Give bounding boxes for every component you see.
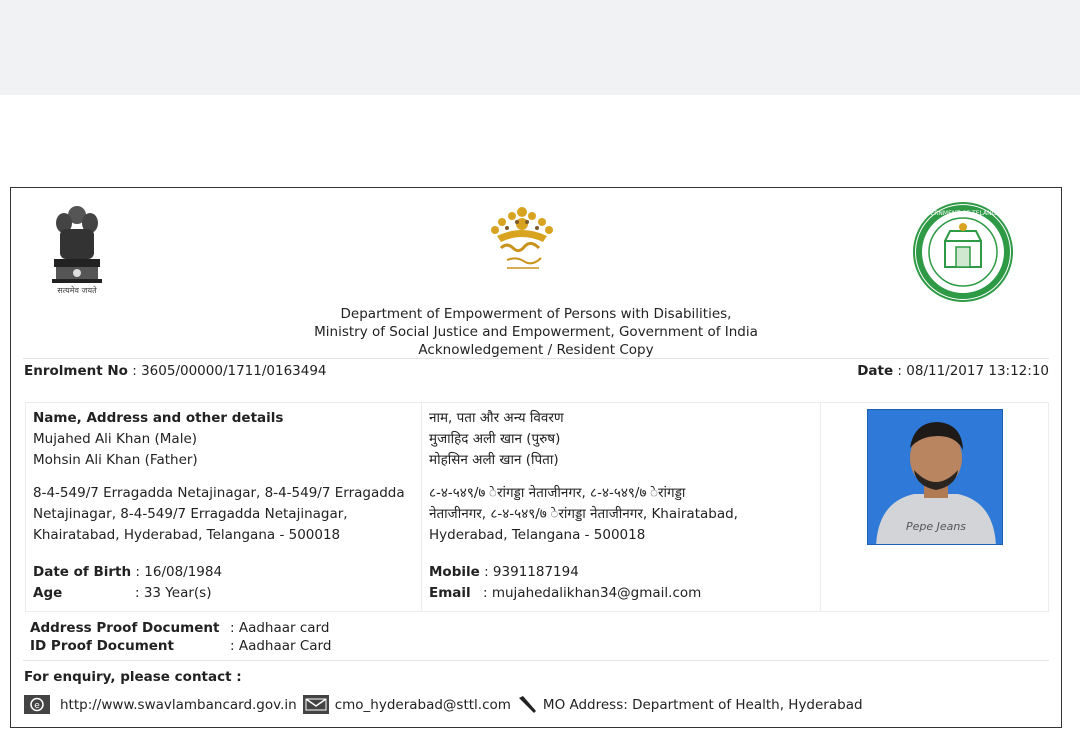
id-proof-value: : Aadhaar Card xyxy=(230,638,332,654)
dob-label: Date of Birth xyxy=(33,564,132,580)
column-divider xyxy=(421,403,422,611)
age xyxy=(33,583,418,604)
email-label: Email xyxy=(429,585,471,601)
acknowledgement-card xyxy=(10,187,1062,728)
mobile xyxy=(429,562,829,583)
email xyxy=(429,583,829,604)
father-name: Mohsin Ali Khan (Father) xyxy=(33,452,198,468)
pen-icon xyxy=(517,695,537,714)
mobile-label: Mobile xyxy=(429,564,480,580)
contact-row xyxy=(24,695,869,714)
date-label: Date xyxy=(857,363,894,379)
svg-text:e: e xyxy=(34,701,40,711)
age-value: : 33 Year(s) xyxy=(135,585,212,601)
hindi-name: मुजाहिद अली खान (पुरुष) xyxy=(429,431,561,447)
hindi-heading: नाम, पता और अन्य विवरण xyxy=(429,410,564,426)
top-bar xyxy=(0,0,1080,95)
enquiry-heading: For enquiry, please contact : xyxy=(24,669,242,685)
ministry-line: Ministry of Social Justice and Empowerment, Government of India xyxy=(314,324,758,340)
hindi-address-line: ८-४-५४९/७ ेरांगड्डा नेताजीनगर, ८-४-५४९/७ ेरांगड्डा xyxy=(429,485,686,501)
hindi-address-line: नेताजीनगर, ८-४-५४९/७ ेरांगड्डा नेताजीनगर, Khairatabad, xyxy=(429,506,738,522)
emblem-caption: सत्यमेव जयते xyxy=(57,286,97,295)
header-text xyxy=(11,305,1061,359)
address-line: Netajinagar, 8-4-549/7 Erragadda Netajinagar, xyxy=(33,506,348,522)
dob-value: : 16/08/1984 xyxy=(135,564,223,580)
department-line: Department of Empowerment of Persons with Disabilities, xyxy=(340,306,732,322)
person-photo-icon xyxy=(868,410,1003,545)
applicant-photo xyxy=(867,409,1003,545)
photo-shirt-print: Pepe Jeans xyxy=(905,520,967,533)
english-details xyxy=(33,408,418,604)
applicant-name: Mujahed Ali Khan (Male) xyxy=(33,431,198,447)
details-table xyxy=(25,402,1049,612)
age-label: Age xyxy=(33,585,63,601)
hindi-details xyxy=(429,408,829,604)
proof-documents xyxy=(30,619,331,655)
id-proof-label: ID Proof Document xyxy=(30,638,174,654)
telangana-seal-icon xyxy=(912,201,1014,303)
address-proof-label: Address Proof Document xyxy=(30,620,220,636)
copy-type-line: Acknowledgement / Resident Copy xyxy=(418,342,654,358)
mobile-value: : 9391187194 xyxy=(484,564,579,580)
mail-icon xyxy=(303,695,329,714)
hindi-address-line: Hyderabad, Telangana - 500018 xyxy=(429,527,646,543)
mo-address: MO Address: Department of Health, Hyderabad xyxy=(542,696,863,713)
address-line: 8-4-549/7 Erragadda Netajinagar, 8-4-549/7 Erragadda xyxy=(33,485,405,501)
date-of-birth xyxy=(33,562,418,583)
details-heading: Name, Address and other details xyxy=(33,410,284,426)
date-value: : 08/11/2017 13:12:10 xyxy=(897,363,1049,379)
address-line: Khairatabad, Hyderabad, Telangana - 500018 xyxy=(33,527,341,543)
swavlamban-logo-icon xyxy=(477,202,567,278)
enrolment-label: Enrolment No xyxy=(24,363,128,379)
enrolment-value: : 3605/00000/1711/0163494 xyxy=(132,363,327,379)
email-value: : mujahedalikhan34@gmail.com xyxy=(483,585,702,601)
enrolment-number xyxy=(24,363,327,379)
website-link[interactable]: http://www.swavlambancard.gov.in xyxy=(60,696,297,713)
globe-icon xyxy=(24,695,50,714)
national-emblem-icon xyxy=(46,203,108,298)
hindi-father: मोहसिन अली खान (पिता) xyxy=(429,452,559,468)
address-proof-value: : Aadhaar card xyxy=(230,620,330,636)
divider xyxy=(23,660,1049,661)
divider xyxy=(23,358,1049,359)
svg-text:GOVERNMENT OF TELANGANA: GOVERNMENT OF TELANGANA xyxy=(917,210,1009,217)
email-link[interactable]: cmo_hyderabad@sttl.com xyxy=(334,696,511,713)
date xyxy=(857,363,1049,379)
